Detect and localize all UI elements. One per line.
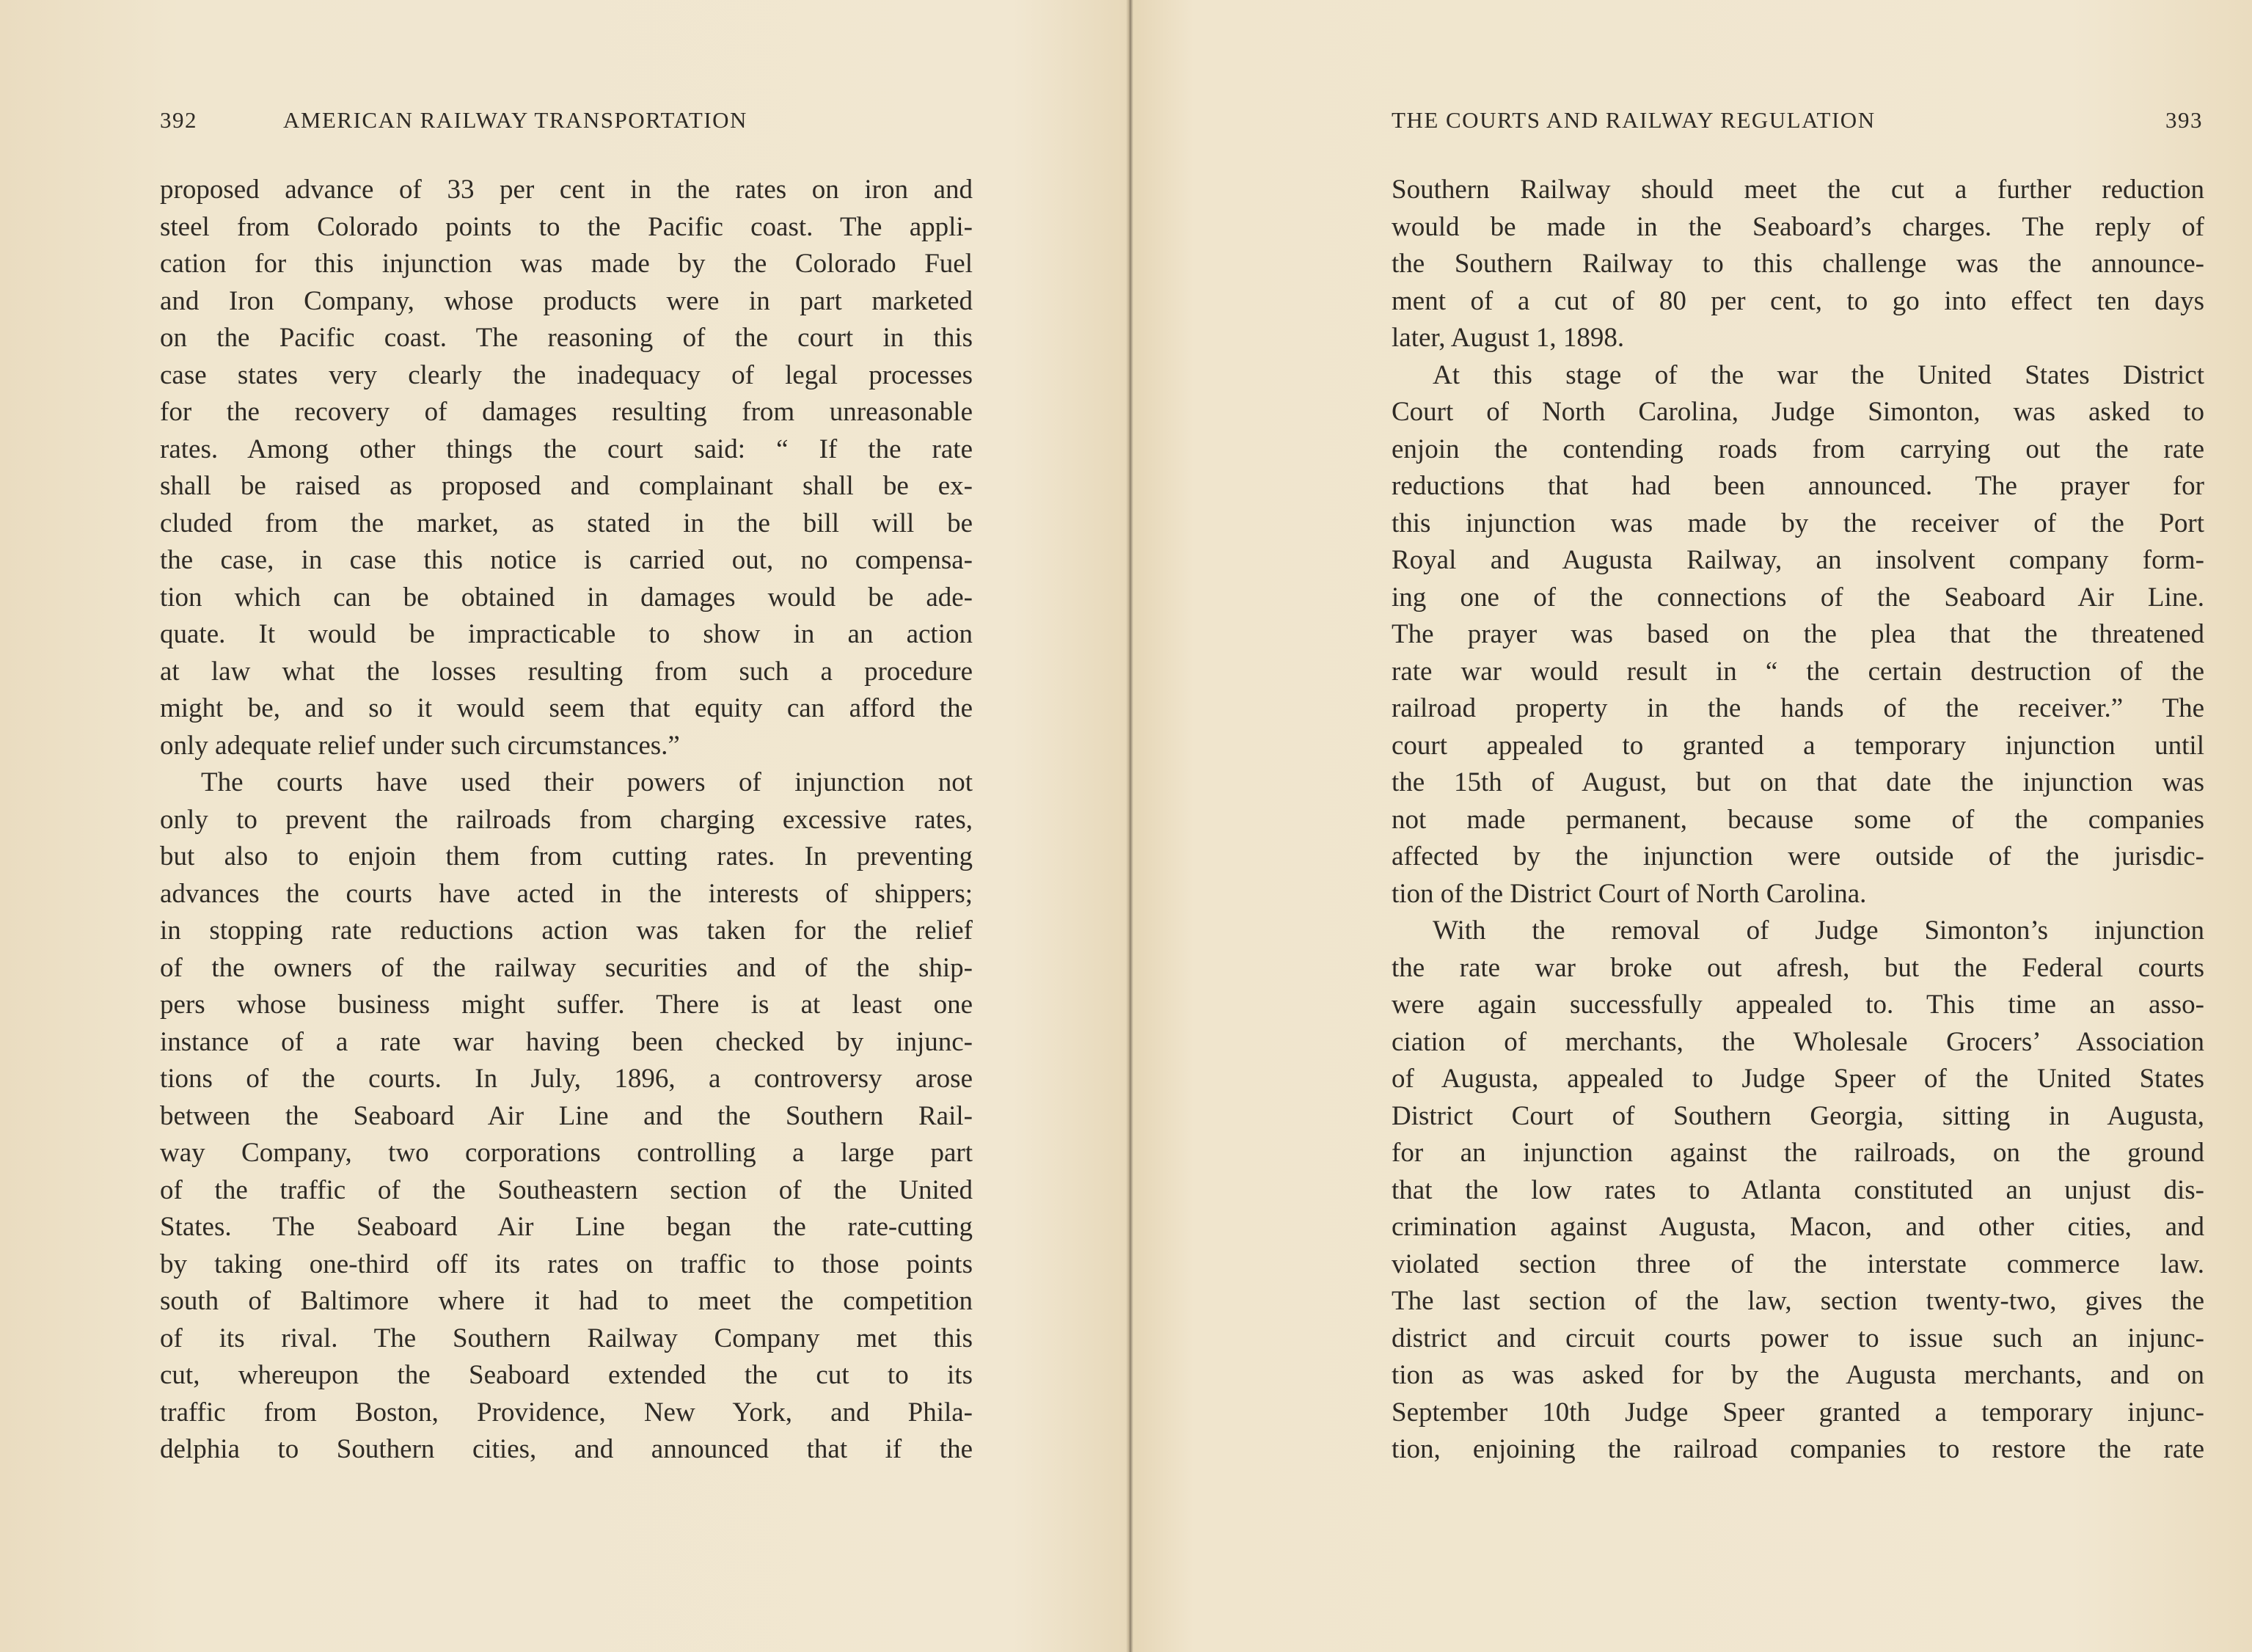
text-line: of the traffic of the Southeastern section of the United — [160, 1174, 973, 1205]
text-line: ciation of merchants, the Wholesale Grocers’ Association — [1392, 1026, 2204, 1057]
text-line: The prayer was based on the plea that the threatened — [1392, 619, 2204, 649]
text-line: only to prevent the railroads from charging excessive rates, — [160, 804, 973, 835]
text-line: States. The Seaboard Air Line began the rate-cutting — [160, 1212, 973, 1242]
text-line: rate war would result in “ the certain destruction of the — [1392, 656, 2204, 687]
text-line: tion which can be obtained in damages would be ade- — [160, 582, 973, 613]
text-line: the 15th of August, but on that date the injunction was — [1392, 767, 2204, 797]
text-line: quate. It would be impracticable to show in an action — [160, 619, 973, 649]
text-line: of Augusta, appealed to Judge Speer of the United States — [1392, 1064, 2204, 1094]
left-page-header — [160, 107, 971, 139]
text-line: pers whose business might suffer. There is at least one — [160, 990, 973, 1020]
left-page-number: 392 — [160, 107, 197, 133]
text-line: the rate war broke out afresh, but the Federal courts — [1392, 952, 2204, 983]
text-line: of the owners of the railway securities and of the ship- — [160, 952, 973, 983]
text-line: cut, whereupon the Seaboard extended the cut to its — [160, 1360, 973, 1390]
text-line: not made permanent, because some of the companies — [1392, 804, 2204, 835]
text-line: enjoin the contending roads from carrying out the rate — [1392, 434, 2204, 464]
text-line: but also to enjoin them from cutting rates. In preventing — [160, 841, 973, 871]
text-line: Southern Railway should meet the cut a further reduction — [1392, 175, 2204, 205]
paragraph-first-line: The courts have used their powers of injunction not — [201, 767, 973, 797]
right-page-body — [1392, 172, 2204, 1469]
text-line: between the Seaboard Air Line and the Southern Rail- — [160, 1100, 973, 1131]
book-gutter — [1126, 0, 1133, 1652]
text-line: of its rival. The Southern Railway Company met this — [160, 1323, 973, 1353]
right-page — [1133, 0, 2252, 1652]
left-page-body — [160, 172, 973, 1469]
text-line: way Company, two corporations controlling a large part — [160, 1138, 973, 1168]
text-line: tion as was asked for by the Augusta merchants, and on — [1392, 1360, 2204, 1390]
text-line: later, August 1, 1898. — [1392, 323, 1625, 353]
text-line: on the Pacific coast. The reasoning of the court in this — [160, 323, 973, 353]
paragraph-first-line: At this stage of the war the United States District — [1433, 359, 2204, 390]
text-line: cation for this injunction was made by the Colorado Fuel — [160, 249, 973, 279]
text-line: that the low rates to Atlanta constituted an unjust dis- — [1392, 1174, 2204, 1205]
text-line: September 10th Judge Speer granted a temporary injunc- — [1392, 1397, 2204, 1428]
text-line: reductions that had been announced. The prayer for — [1392, 471, 2204, 501]
text-line: would be made in the Seaboard’s charges. The reply of — [1392, 211, 2204, 242]
text-line: south of Baltimore where it had to meet the competition — [160, 1286, 973, 1316]
text-line: in stopping rate reductions action was taken for the relief — [160, 915, 973, 946]
text-line: tions of the courts. In July, 1896, a controversy arose — [160, 1064, 973, 1094]
text-line: crimination against Augusta, Macon, and other cities, and — [1392, 1212, 2204, 1242]
text-line: advances the courts have acted in the interests of shippers; — [160, 878, 973, 909]
text-line: violated section three of the interstate commerce law. — [1392, 1249, 2204, 1279]
text-line: District Court of Southern Georgia, sitting in Augusta, — [1392, 1100, 2204, 1131]
text-line: proposed advance of 33 per cent in the rates on iron and — [160, 175, 973, 205]
paragraph-first-line: With the removal of Judge Simonton’s injunction — [1433, 915, 2204, 946]
text-line: case states very clearly the inadequacy of legal processes — [160, 359, 973, 390]
text-line: steel from Colorado points to the Pacific coast. The appli- — [160, 211, 973, 242]
text-line: only adequate relief under such circumstances.” — [160, 730, 680, 761]
text-line: for the recovery of damages resulting from unreasonable — [160, 397, 973, 427]
text-line: at law what the losses resulting from such a procedure — [160, 656, 973, 687]
text-line: Court of North Carolina, Judge Simonton, was asked to — [1392, 397, 2204, 427]
text-line: ing one of the connections of the Seaboard Air Line. — [1392, 582, 2204, 613]
text-line: might be, and so it would seem that equity can afford the — [160, 693, 973, 723]
text-line: were again successfully appealed to. This time an asso- — [1392, 990, 2204, 1020]
right-running-head: THE COURTS AND RAILWAY REGULATION — [1392, 107, 1876, 133]
text-line: instance of a rate war having been checked by injunc- — [160, 1026, 973, 1057]
text-line: cluded from the market, as stated in the bill will be — [160, 508, 973, 538]
text-line: shall be raised as proposed and complainant shall be ex- — [160, 471, 973, 501]
text-line: for an injunction against the railroads, on the ground — [1392, 1138, 2204, 1168]
text-line: district and circuit courts power to issue such an injunc- — [1392, 1323, 2204, 1353]
text-line: traffic from Boston, Providence, New York, and Phila- — [160, 1397, 973, 1428]
text-line: affected by the injunction were outside of the jurisdic- — [1392, 841, 2204, 871]
text-line: by taking one-third off its rates on traffic to those points — [160, 1249, 973, 1279]
text-line: ment of a cut of 80 per cent, to go into effect ten days — [1392, 285, 2204, 316]
text-line: this injunction was made by the receiver of the Port — [1392, 508, 2204, 538]
text-line: court appealed to granted a temporary injunction until — [1392, 730, 2204, 761]
text-line: the case, in case this notice is carried out, no compensa- — [160, 545, 973, 575]
text-line: railroad property in the hands of the receiver.” The — [1392, 693, 2204, 723]
left-running-head: AMERICAN RAILWAY TRANSPORTATION — [283, 107, 747, 133]
text-line: tion of the District Court of North Carolina. — [1392, 878, 1867, 909]
text-line: tion, enjoining the railroad companies to restore the rate — [1392, 1434, 2204, 1464]
right-page-number: 393 — [2165, 107, 2203, 133]
text-line: the Southern Railway to this challenge was the announce- — [1392, 249, 2204, 279]
text-line: delphia to Southern cities, and announced that if the — [160, 1434, 973, 1464]
text-line: Royal and Augusta Railway, an insolvent company form- — [1392, 545, 2204, 575]
right-page-header — [1392, 107, 2203, 139]
text-line: rates. Among other things the court said: “ If the rate — [160, 434, 973, 464]
text-line: The last section of the law, section twenty-two, gives the — [1392, 1286, 2204, 1316]
text-line: and Iron Company, whose products were in part marketed — [160, 285, 973, 316]
